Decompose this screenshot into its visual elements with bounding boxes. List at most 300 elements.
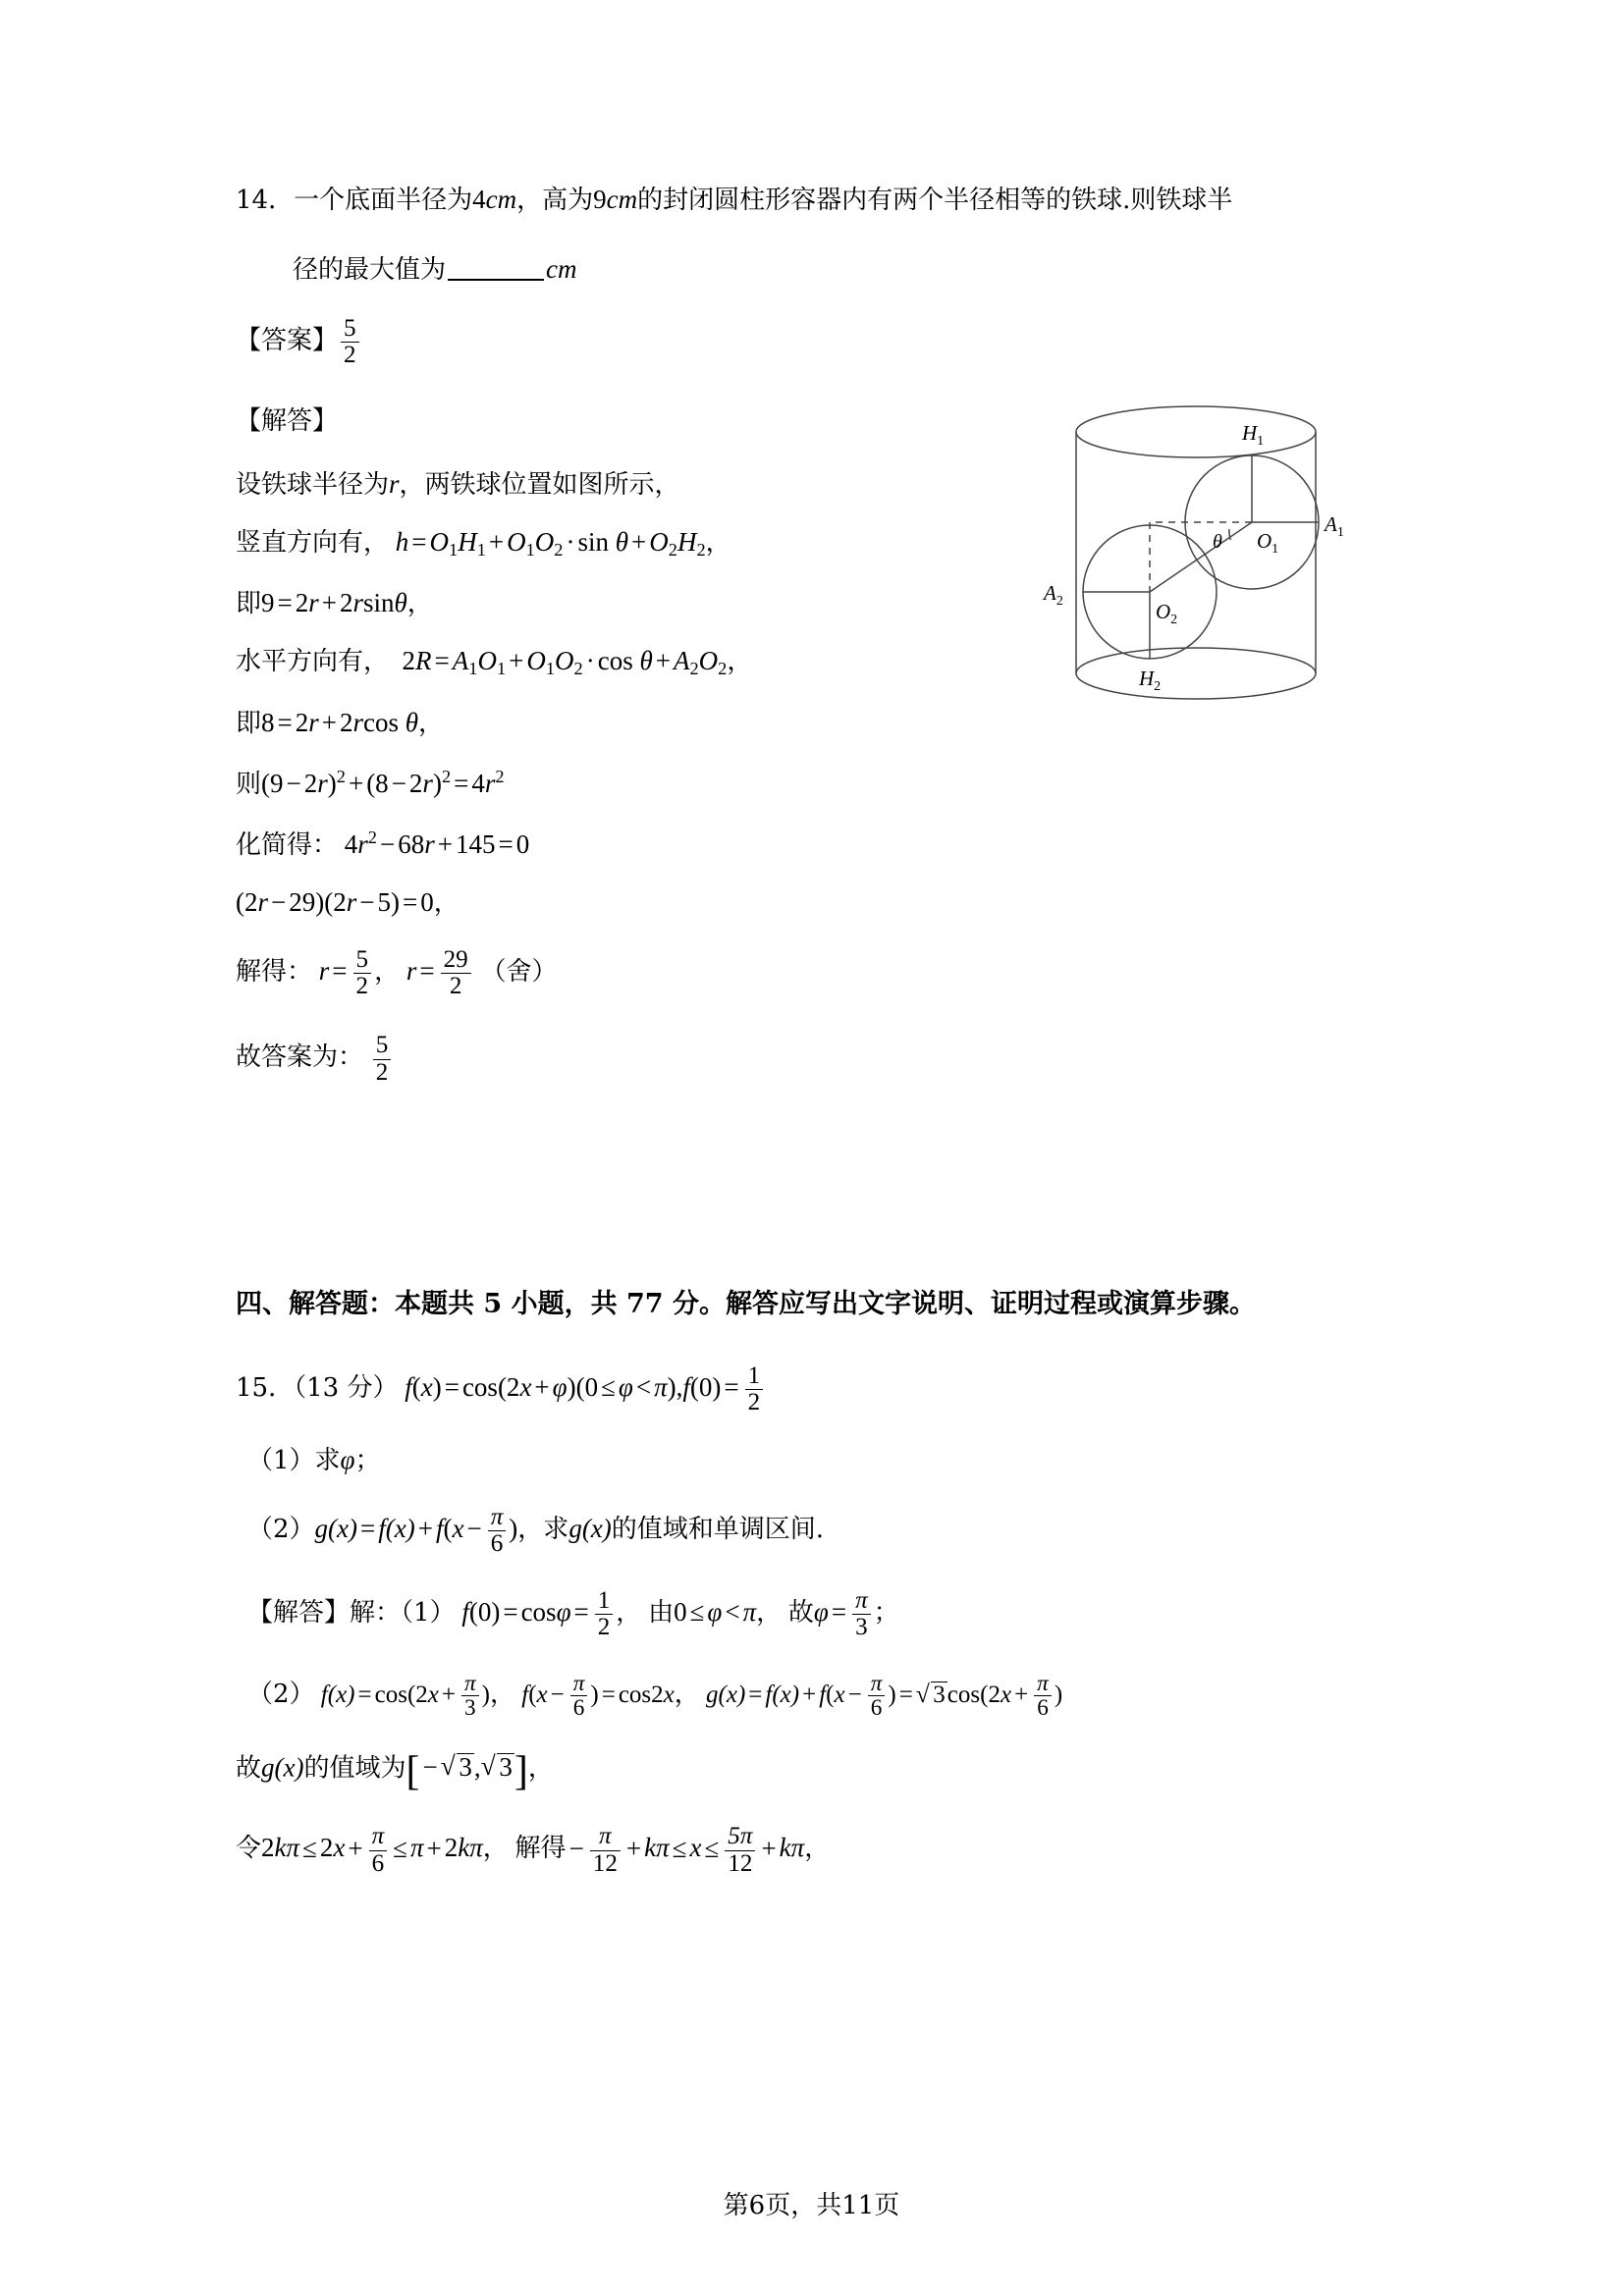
p15-zero: (0) (689, 1371, 722, 1402)
p15-s3-sqrt2-val: 3 (499, 1752, 513, 1783)
p15-s2-cl4: ) (1054, 1682, 1063, 1709)
step10-lead: 故答案为： (236, 1042, 364, 1073)
step4-plus1: + (509, 646, 524, 676)
figure-label-O1: $O_1$ (1257, 529, 1279, 557)
step6-minus1: − (286, 769, 301, 799)
p15-s2-eq2: = (601, 1682, 616, 1709)
solution-step-10 (236, 1033, 1463, 1085)
step3-two2: 2 (340, 588, 353, 618)
p15-s3-tail: ， (527, 1753, 554, 1784)
p15-s4-5pi12-den: 12 (725, 1850, 755, 1877)
p15-s2-cl: ) (481, 1682, 490, 1709)
step6-minus2: − (391, 769, 406, 799)
p15-lp: ( (411, 1371, 421, 1402)
p15-s2-cos2: cos (618, 1682, 652, 1709)
step3-r1: r (308, 588, 319, 618)
step3-theta: θ (394, 588, 407, 618)
p15-sol1-comma2: ， (756, 1598, 783, 1629)
p15-sol-jie: 解： (350, 1598, 402, 1629)
p15-s4-c: 2 (444, 1833, 459, 1863)
p15-s2-x5: x (834, 1682, 845, 1709)
p15-s2-cos: cos (374, 1682, 407, 1709)
p15-f2: f (682, 1371, 690, 1402)
p15-s4-k2: k (458, 1833, 470, 1863)
stem-text-c: 的封闭圆柱形容器内有两个半径相等的铁球.则铁球半 (637, 186, 1233, 215)
step2-O1: O (429, 526, 449, 557)
step2-plus2: + (631, 526, 647, 557)
p15-s4-min: − (568, 1833, 584, 1863)
p15-sol1-eq3: = (831, 1597, 847, 1628)
solution-step-8 (236, 887, 1463, 919)
p15-sol1-pi3-num: π (855, 1587, 868, 1615)
figure-label-A1: $A_1$ (1325, 512, 1344, 540)
p15-le: ≤ (601, 1371, 616, 1402)
step6-c: ) (327, 769, 337, 799)
p15-sol1-cos: cos (520, 1597, 557, 1628)
step3-eq: = (277, 588, 293, 618)
p15-sol1-pi: π (742, 1597, 757, 1628)
step8-eq: = (402, 887, 418, 918)
step7-eq: = (498, 829, 514, 860)
step3-sin: sin (363, 588, 395, 618)
p15-x2: x (519, 1371, 532, 1402)
step2-O2b-sub: 2 (668, 540, 677, 561)
p15-half-num: 1 (747, 1362, 761, 1389)
p15-sol1-comma: ， (616, 1598, 642, 1629)
p15-s2-plus: + (441, 1682, 456, 1709)
p15-s2-pi6a (570, 1672, 588, 1720)
step6-plus: + (348, 769, 364, 799)
step1-var: r (389, 468, 400, 499)
problem-15-solution-3 (236, 1748, 1463, 1794)
p15-s4-pi12-den: 12 (590, 1850, 621, 1877)
step10-den: 2 (373, 1059, 392, 1086)
step6-a: (9 (261, 769, 284, 799)
step3-two1: 2 (295, 588, 309, 618)
p15-s3-mid: 的值域为 (303, 1753, 406, 1784)
p15-s3-sqrt2 (481, 1753, 514, 1781)
step8-c: 0 (420, 887, 434, 918)
radius-value: 4 (472, 185, 486, 214)
step6-r3: r (484, 769, 496, 799)
step3-nine: 9 (261, 588, 275, 618)
step5-eight: 8 (261, 707, 275, 737)
step4-O1b-sub: 1 (545, 659, 556, 679)
step2-plus1: + (488, 526, 505, 557)
p15-p2-plus: + (417, 1513, 433, 1543)
p15-s2-cl2: ) (590, 1682, 599, 1709)
step8-minus1: − (271, 887, 287, 918)
p15-s2-b: 2 (651, 1682, 664, 1709)
answer-numerator: 5 (344, 314, 356, 342)
answer-denominator: 2 (341, 342, 359, 368)
step3-lead: 即 (236, 589, 262, 619)
step9-eq2: = (419, 956, 435, 987)
step9-comma: ， (374, 957, 401, 988)
step6-r2: r (422, 769, 433, 799)
p15-p2-g2: g (568, 1513, 582, 1543)
step7-sup: 2 (367, 828, 377, 848)
p15-sol1-lt: < (725, 1597, 740, 1628)
p15-p2-g2x: (x) (581, 1513, 612, 1543)
problem-14-stem-line-2 (236, 252, 1463, 283)
step7-r1: r (357, 829, 368, 860)
p15-s4-b: 2 (319, 1833, 334, 1863)
p15-s2-cos3: cos (947, 1682, 981, 1709)
p15-s3-gx: (x) (274, 1752, 304, 1783)
step5-cos: cos (363, 707, 400, 737)
p15-s4-lead: 令 (236, 1834, 262, 1864)
step9-f1-num: 5 (355, 946, 369, 974)
step9-f2-num: 29 (443, 946, 468, 974)
figure-label-H1: $H_1$ (1242, 421, 1265, 449)
p15-s2-op: ( (528, 1682, 537, 1709)
p15-s2-minus: − (550, 1682, 565, 1709)
step4-O2b: O (698, 646, 719, 676)
solution-step-4 (236, 648, 1463, 678)
p15-sol1-z: (0) (468, 1597, 501, 1628)
problem-15-stem (236, 1363, 1463, 1415)
step7-minus: − (379, 829, 396, 860)
step4-eq: = (434, 646, 450, 676)
p15-eq: = (444, 1371, 460, 1402)
p15-sol1-you: 由 (648, 1598, 675, 1629)
page-footer: 第6页，共11页 (723, 2191, 900, 2220)
step4-O2-sub: 2 (573, 659, 583, 679)
p15-s2-pi3-den: 3 (461, 1695, 479, 1720)
p15-s4-pi3: π (469, 1833, 483, 1863)
step6-r1: r (317, 769, 328, 799)
step9-r2: r (406, 956, 417, 987)
p15-s2-plus3: + (1014, 1682, 1029, 1709)
p15-s2-comma2: ， (674, 1680, 700, 1710)
p15-s2-pi6b (868, 1672, 886, 1720)
p15-s4-5pi12 (725, 1824, 755, 1876)
p15-pi: π (654, 1371, 668, 1402)
step5-r2: r (352, 707, 364, 737)
solution-step-5 (236, 707, 1463, 738)
step9-lead: 解得： (236, 957, 313, 988)
step4-A1-sub: 1 (468, 659, 478, 679)
p15-s2-pi6c (1034, 1672, 1052, 1720)
p15-sol1-phi: φ (556, 1597, 571, 1628)
step4-two: 2 (402, 646, 416, 676)
p15-s2-sqrt3 (916, 1682, 947, 1707)
p15-s2-pi6b-num: π (870, 1671, 883, 1697)
step3-r2: r (352, 588, 364, 618)
step1-tail: ，两铁球位置如图所示， (399, 469, 680, 500)
step9-r1: r (318, 956, 330, 987)
p15-s4-le4: ≤ (704, 1833, 720, 1863)
step9-tail: （舍） (480, 957, 558, 988)
stem-text-b: ，高为 (516, 186, 594, 215)
p15-s2-op2: ( (826, 1682, 835, 1709)
p15-s4-le1: ≤ (302, 1833, 317, 1863)
step4-comma: ， (727, 647, 753, 677)
p15-sol1-zero: 0 (674, 1597, 687, 1628)
p15-sol1-pi3-den: 3 (852, 1614, 871, 1640)
solution-step-7 (236, 828, 1463, 861)
p15-s2-plus2: + (802, 1682, 817, 1709)
p15-s2-c: (2 (980, 1682, 1001, 1709)
step7-b: 68 (398, 829, 425, 860)
p15-lt: < (635, 1371, 652, 1402)
answer-unit: cm (546, 253, 577, 284)
p15-sol1-semi: ； (873, 1598, 899, 1629)
p15-sol2-no: （2） (247, 1680, 315, 1710)
step2-O2-sub: 2 (554, 540, 564, 561)
p15-rp: ) (432, 1371, 442, 1402)
p15-x: x (420, 1371, 433, 1402)
step10-num: 5 (375, 1032, 389, 1059)
p15-s2-pi6c-den: 6 (1034, 1695, 1052, 1720)
step4-R: R (415, 646, 432, 676)
p15-s2-pi3-num: π (463, 1671, 476, 1697)
p15-sol1-half-den: 2 (595, 1614, 614, 1640)
step4-A2: A (673, 646, 690, 676)
p15-part1-end: ； (354, 1445, 381, 1475)
stem-text-a: 一个底面半径为 (294, 186, 473, 215)
p15-s3-lb: [ (406, 1748, 420, 1794)
p15-s4-a: 2 (261, 1833, 275, 1863)
problem-15-part-1 (236, 1444, 1463, 1475)
step2-comma: ， (705, 527, 731, 558)
step8-minus2: − (359, 887, 375, 918)
solution-step-6 (236, 766, 1463, 800)
p15-s2-g: g (706, 1682, 719, 1709)
p15-s2-x4: x (663, 1682, 675, 1709)
step8-a: 29)(2 (289, 887, 347, 918)
p15-p2-eq: = (360, 1513, 376, 1543)
p15-p2-f2: f (435, 1513, 444, 1543)
step4-O1b: O (526, 646, 546, 676)
p15-arg: (2 (497, 1371, 520, 1402)
p15-s4-pi12-num: π (599, 1823, 612, 1850)
step5-two1: 2 (295, 707, 309, 737)
step2-H1-sub: 1 (476, 540, 486, 561)
solution-step-9 (236, 947, 1463, 999)
stem-text-d: 径的最大值为 (293, 254, 447, 285)
step10-fraction (373, 1033, 392, 1085)
p15-s2-eq4: = (898, 1682, 913, 1709)
p15-s4-k4: k (779, 1833, 791, 1863)
p15-s2-x2: x (427, 1682, 439, 1709)
step8-open: (2 (236, 887, 258, 918)
p15-s2-f: f (320, 1682, 328, 1709)
p15-s2-eq3: = (748, 1682, 763, 1709)
problem-14-number: 14． (236, 186, 295, 215)
section-gap (236, 1117, 1463, 1282)
p15-s4-plus: + (348, 1833, 363, 1863)
step4-A1: A (452, 646, 469, 676)
answer-label: 【答案】 (236, 325, 339, 355)
step6-g: 4 (471, 769, 485, 799)
p15-s2-x6: x (1000, 1682, 1012, 1709)
step8-r1: r (257, 887, 269, 918)
p15-phi2: φ (618, 1371, 633, 1402)
answer-blank[interactable] (448, 252, 544, 281)
figure-label-H2: $H_2$ (1139, 667, 1162, 694)
problem-14-solution-label (236, 407, 1463, 434)
p15-p2-open: ( (443, 1513, 453, 1543)
p15-s4-x2: x (689, 1833, 702, 1863)
step9-fraction-2 (441, 947, 471, 999)
p15-s4-k: k (274, 1833, 287, 1863)
step9-fraction-1 (353, 947, 372, 999)
problem-15-part-2 (236, 1505, 1463, 1557)
step2-H2: H (676, 526, 697, 557)
step8-comma: ， (433, 888, 460, 919)
step6-d: (8 (366, 769, 389, 799)
problem-15-number: 15． (236, 1372, 295, 1403)
step8-b: 5) (377, 887, 400, 918)
solution-label: 【解答】 (236, 405, 339, 436)
problem-14-stem-line-1 (236, 187, 1463, 213)
solution-step-3 (236, 588, 1463, 619)
p15-p2-f1x: (x) (385, 1513, 415, 1543)
p15-p2-mid: ，求 (517, 1514, 569, 1544)
p15-s4-pi5: π (790, 1833, 805, 1863)
p15-s3-sqrt1 (441, 1753, 474, 1781)
figure-label-A2: $A_2$ (1044, 581, 1063, 609)
step3-plus: + (321, 588, 337, 618)
p15-s2-f2: f (521, 1682, 529, 1709)
step9-f1-den: 2 (353, 973, 372, 999)
step4-O2: O (555, 646, 574, 676)
height-unit: cm (606, 185, 638, 214)
step9-f2-den: 2 (441, 973, 471, 999)
p15-s2-eq: = (357, 1682, 372, 1709)
step6-e: 2 (408, 769, 423, 799)
problem-14-stem (236, 187, 1463, 283)
p15-p2-tail: 的值域和单调区间. (611, 1514, 825, 1544)
figure-label-theta: θ (1213, 531, 1222, 553)
step4-O1-sub: 1 (496, 659, 507, 679)
step5-r1: r (308, 707, 319, 737)
p15-s2-a: (2 (406, 1682, 428, 1709)
p15-s2-pi6c-num: π (1037, 1671, 1049, 1697)
solution-step-1 (236, 468, 1463, 500)
step4-cos: cos (597, 646, 633, 676)
p15-s2-f3: f (765, 1682, 773, 1709)
p15-s2-gx: (x) (718, 1682, 746, 1709)
p15-s2-f4: f (819, 1682, 827, 1709)
step2-dot: · (566, 526, 575, 557)
problem-14-answer (236, 316, 1463, 368)
p15-p2-f1: f (378, 1513, 386, 1543)
step2-O1-sub: 1 (449, 540, 459, 561)
p15-s4-pi4: π (656, 1833, 670, 1863)
step4-O2b-sub: 2 (718, 659, 728, 679)
p15-s2-cl3: ) (888, 1682, 896, 1709)
step4-lead: 水平方向有， (236, 647, 390, 677)
p15-s4-comma2: ， (804, 1834, 831, 1864)
p15-sol1-pi3 (852, 1588, 871, 1640)
p15-close: )(0 (567, 1371, 599, 1402)
step6-sup1: 2 (336, 766, 346, 786)
height-value: 9 (593, 185, 607, 214)
p15-s4-pi: π (286, 1833, 300, 1863)
p15-cos: cos (461, 1371, 498, 1402)
step4-O1: O (477, 646, 497, 676)
p15-sol1-f: f (461, 1597, 469, 1628)
p15-half (745, 1363, 764, 1415)
step2-lead: 竖直方向有， (236, 527, 390, 558)
p15-s4-le2: ≤ (393, 1833, 407, 1863)
step2-O2: O (534, 526, 555, 557)
p15-plus: + (534, 1371, 550, 1402)
p15-s4-plus3: + (625, 1833, 642, 1863)
step7-lead: 化简得： (236, 830, 339, 861)
p15-eq2: = (724, 1371, 739, 1402)
p15-s4-le3: ≤ (672, 1833, 687, 1863)
p15-part1-text: （1）求 (247, 1445, 341, 1475)
p15-s2-pi6b-den: 6 (868, 1695, 886, 1720)
step5-plus: + (321, 707, 337, 737)
p15-f: f (405, 1371, 412, 1402)
p15-s4-pi12 (590, 1824, 621, 1876)
p15-sol1-no: （1） (401, 1598, 456, 1629)
p15-s4-comma: ， (482, 1834, 509, 1864)
problem-15-points: （13 分） (294, 1372, 399, 1403)
p15-comma: ), (667, 1371, 683, 1402)
step5-theta: θ (405, 707, 419, 737)
p15-p2-minus: − (466, 1513, 482, 1543)
p15-s2-pi6a-den: 6 (570, 1695, 588, 1720)
step5-two2: 2 (340, 707, 353, 737)
step2-O1b: O (507, 526, 526, 557)
problem-15-solution-4 (236, 1824, 1463, 1876)
p15-s4-pi6-den: 6 (369, 1850, 388, 1877)
step5-comma: ， (418, 708, 445, 738)
problem-15-solution-1 (236, 1588, 1463, 1640)
step8-r2: r (346, 887, 357, 918)
p15-s2-minus2: − (847, 1682, 862, 1709)
p15-p2-cl: ) (509, 1513, 518, 1543)
step6-eq: = (454, 769, 469, 799)
p15-part2-lead: （2） (247, 1514, 315, 1544)
p15-s3-comma: , (473, 1752, 481, 1783)
p15-s4-plus4: + (761, 1833, 777, 1863)
p15-sol1-half (595, 1588, 614, 1640)
p15-s3-lead: 故 (236, 1753, 262, 1784)
p15-s2-x3: x (536, 1682, 548, 1709)
step7-a: 4 (344, 829, 358, 860)
step2-H1: H (458, 526, 477, 557)
p15-s2-pi3 (461, 1672, 479, 1720)
step2-theta: θ (615, 526, 629, 557)
step6-f: ) (432, 769, 442, 799)
step7-r2: r (424, 829, 435, 860)
step1-text: 设铁球半径为 (236, 469, 390, 500)
p15-sol-label: 【解答】 (247, 1598, 351, 1629)
p15-sol1-eq2: = (573, 1597, 589, 1628)
step2-O2b: O (649, 526, 669, 557)
step7-d: 0 (515, 829, 530, 860)
radius-unit: cm (485, 185, 517, 214)
p15-s4-jie: 解得 (514, 1834, 567, 1864)
p15-s2-f3x: (x) (772, 1682, 800, 1709)
p15-s4-pi6-num: π (371, 1823, 385, 1850)
p15-s4-pi2: π (410, 1833, 424, 1863)
p15-s4-5pi12-num: 5π (728, 1823, 753, 1850)
p15-s2-x: (x) (327, 1682, 355, 1709)
step2-O1b-sub: 1 (525, 540, 535, 561)
step3-comma: ， (406, 589, 433, 619)
step7-plus: + (437, 829, 453, 860)
p15-p2-pi6-num: π (490, 1503, 504, 1530)
p15-sol1-eq: = (503, 1597, 518, 1628)
